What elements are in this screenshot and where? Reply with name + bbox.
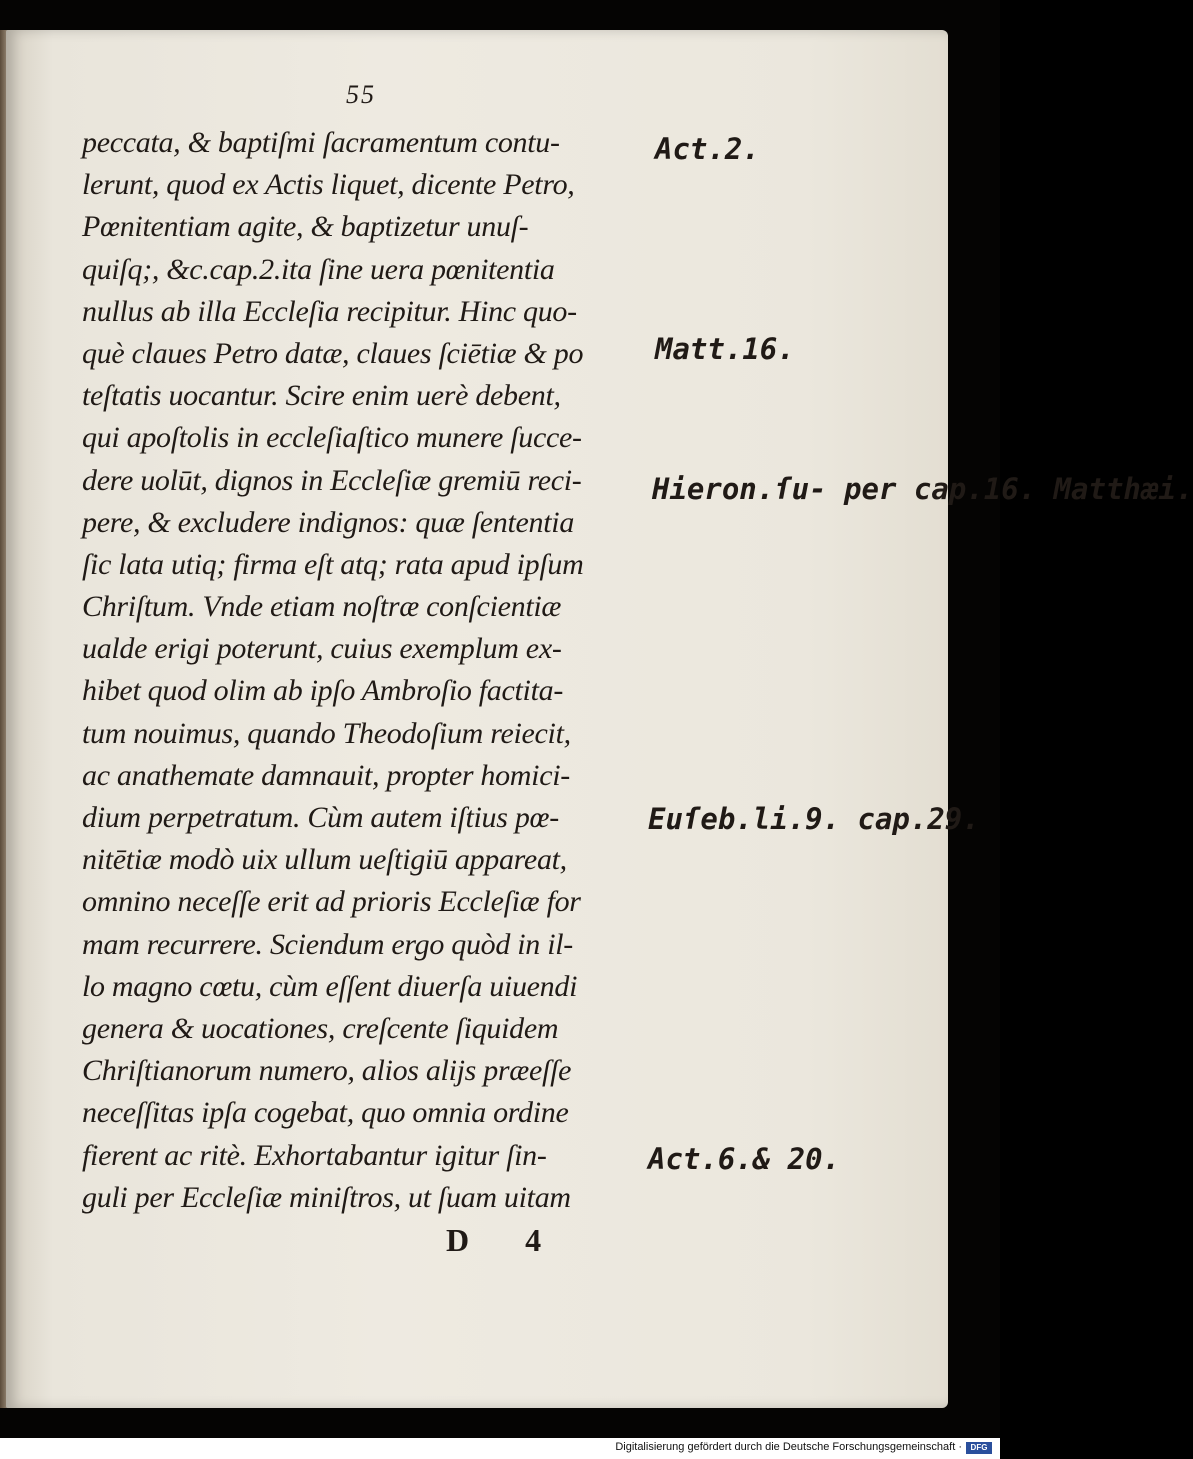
- text-line: Pœnitentiam agite, & baptizetur unuſ-: [82, 210, 529, 244]
- text-line: omnino neceſſe erit ad prioris Eccleſiæ for: [82, 885, 581, 919]
- text-line: nitētiæ modò uix ullum ueſtigiū appareat,: [82, 843, 567, 877]
- text-line: ſic lata utiq; firma eſt atq; rata apud ipſum: [82, 547, 584, 581]
- text-line: genera & uocationes, creſcente ſiquidem: [82, 1011, 559, 1045]
- signature-mark: D 4: [446, 1222, 566, 1258]
- text-line: teſtatis uocantur. Scire enim uerè debent,: [82, 379, 561, 413]
- marginal-note: Act.2.: [655, 132, 760, 166]
- text-line: peccata, & baptiſmi ſacramentum contu-: [82, 126, 560, 159]
- text-line: tum nouimus, quando Theodoſium reiecit,: [82, 716, 571, 750]
- dfg-logo[interactable]: DFG: [966, 1442, 992, 1454]
- text-line: qui apoſtolis in eccleſiaſtico munere ſucce-: [82, 421, 582, 455]
- marginal-note: Act.6.& 20.: [648, 1142, 841, 1176]
- text-line: quiſq;, &c.cap.2.ita ſine uera pœnitentia: [82, 252, 555, 286]
- folio-number: 55: [346, 80, 376, 109]
- text-line: ualde erigi poterunt, cuius exemplum ex-: [82, 632, 562, 666]
- text-line: mam recurrere. Sciendum ergo quòd in il-: [82, 927, 573, 961]
- text-line: nullus ab illa Eccleſia recipitur. Hinc quo-: [82, 294, 577, 328]
- text-line: lo magno cœtu, cùm eſſent diuerſa uiuendi: [82, 969, 578, 1003]
- text-line: Chriſtum. Vnde etiam noſtræ conſcientiæ: [82, 590, 562, 624]
- text-line: Chriſtianorum numero, alios alijs præeſſe: [82, 1054, 572, 1088]
- marginal-note: Euſeb.li.9. cap.29.: [648, 802, 980, 836]
- text-line: fierent ac ritè. Exhortabantur igitur ſin-: [82, 1138, 547, 1172]
- marginal-note: Matt.16.: [655, 332, 795, 366]
- text-line: neceſſitas ipſa cogebat, quo omnia ordine: [82, 1096, 569, 1130]
- text-line: dium perpetratum. Cùm autem iſtius pœ-: [82, 801, 559, 834]
- funding-credit: Digitalisierung gefördert durch die Deutsche Forschungsgemeinschaft ·: [615, 1441, 962, 1453]
- text-line: què claues Petro datæ, claues ſciētiæ & po: [82, 336, 584, 370]
- text-line: lerunt, quod ex Actis liquet, dicente Petro,: [82, 168, 575, 202]
- marginal-note: Hieron.ſu- per cap.16. Matthæi.: [652, 472, 1193, 506]
- text-line: dere uolūt, dignos in Eccleſiæ gremiū reci-: [82, 463, 582, 497]
- text-line: guli per Eccleſiæ miniſtros, ut ſuam uitam: [82, 1180, 571, 1214]
- text-line: ac anathemate damnauit, propter homici-: [82, 758, 570, 792]
- text-line: hibet quod olim ab ipſo Ambroſio factita-: [82, 674, 564, 708]
- text-line: pere, & excludere indignos: quæ ſententia: [82, 505, 575, 539]
- body-text: [82, 122, 642, 1219]
